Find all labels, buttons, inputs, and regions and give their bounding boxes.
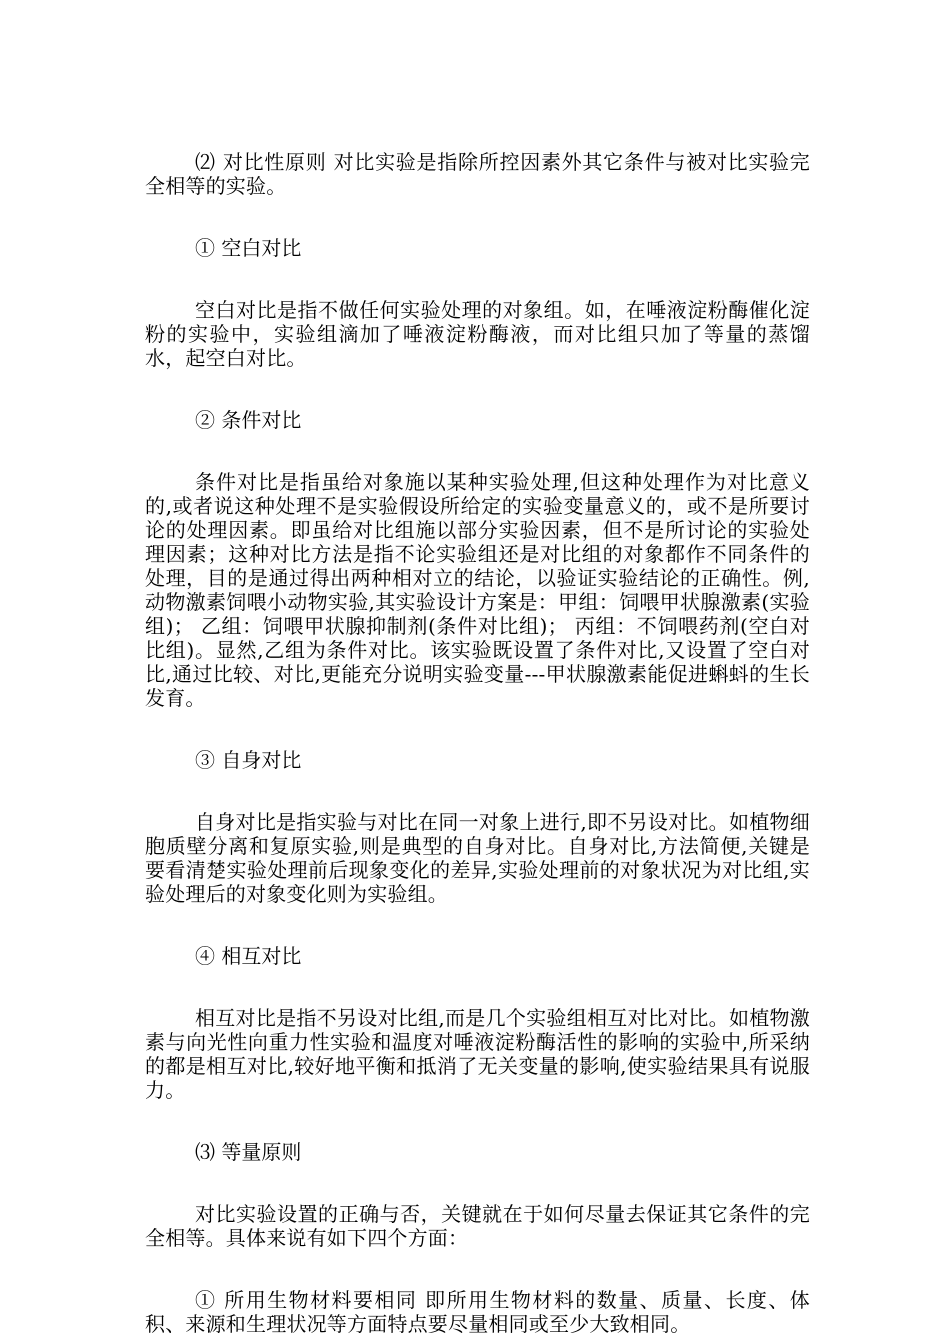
document-body bbox=[145, 150, 810, 1336]
heading-equal-quantity: ⑶ 等量原则 bbox=[195, 1140, 302, 1164]
heading-self-contrast: ③ 自身对比 bbox=[195, 748, 302, 772]
paragraph-blank-contrast: 空白对比是指不做任何实验处理的对象组。如，在唾液淀粉酶催化淀粉的实验中，实验组滴加了唾液淀粉酶液，而对比组只加了等量的蒸馏水，起空白对比。 bbox=[145, 298, 810, 370]
paragraph-same-materials: ① 所用生物材料要相同 即所用生物材料的数量、质量、长度、体积、来源和生理状况等方面特点要尽量相同或至少大致相同。 bbox=[145, 1288, 810, 1336]
paragraph-self-contrast: 自身对比是指实验与对比在同一对象上进行,即不另设对比。如植物细胞质壁分离和复原实验,则是典型的自身对比。自身对比,方法简便,关键是要看清楚实验处理前后现象变化的差异,实验处理前的对象状况为对比组,实验处理后的对象变化则为实验组。 bbox=[145, 810, 810, 906]
paragraph-equal-quantity: 对比实验设置的正确与否，关键就在于如何尽量去保证其它条件的完全相等。具体来说有如下四个方面： bbox=[145, 1202, 810, 1250]
paragraph-mutual-contrast: 相互对比是指不另设对比组,而是几个实验组相互对比对比。如植物激素与向光性向重力性实验和温度对唾液淀粉酶活性的影响的实验中,所采纳的都是相互对比,较好地平衡和抵消了无关变量的影响,使实验结果具有说服力。 bbox=[145, 1006, 810, 1102]
heading-condition-contrast: ② 条件对比 bbox=[195, 408, 302, 432]
heading-blank-contrast: ① 空白对比 bbox=[195, 236, 302, 260]
paragraph-contrast-principle: ⑵ 对比性原则 对比实验是指除所控因素外其它条件与被对比实验完全相等的实验。 bbox=[145, 150, 810, 198]
heading-mutual-contrast: ④ 相互对比 bbox=[195, 944, 302, 968]
paragraph-condition-contrast: 条件对比是指虽给对象施以某种实验处理,但这种处理作为对比意义的,或者说这种处理不是实验假设所给定的实验变量意义的，或不是所要讨论的处理因素。即虽给对比组施以部分实验因素，但不是所讨论的实验处理因素；这种对比方法是指不论实验组还是对比组的对象都作不同条件的处理，目的是通过得出两种相对立的结论，以验证实验结论的正确性。例,动物激素饲喂小动物实验,其实验设计方案是：甲组：饲喂甲状腺激素(实验组)； 乙组：饲喂甲状腺抑制剂(条件对比组)； 丙组：不饲喂药剂(空白对比组)。显然,乙组为条件对比。该实验既设置了条件对比,又设置了空白对比,通过比较、对比,更能充分说明实验变量---甲状腺激素能促进蝌蚪的生长发育。 bbox=[145, 470, 810, 710]
